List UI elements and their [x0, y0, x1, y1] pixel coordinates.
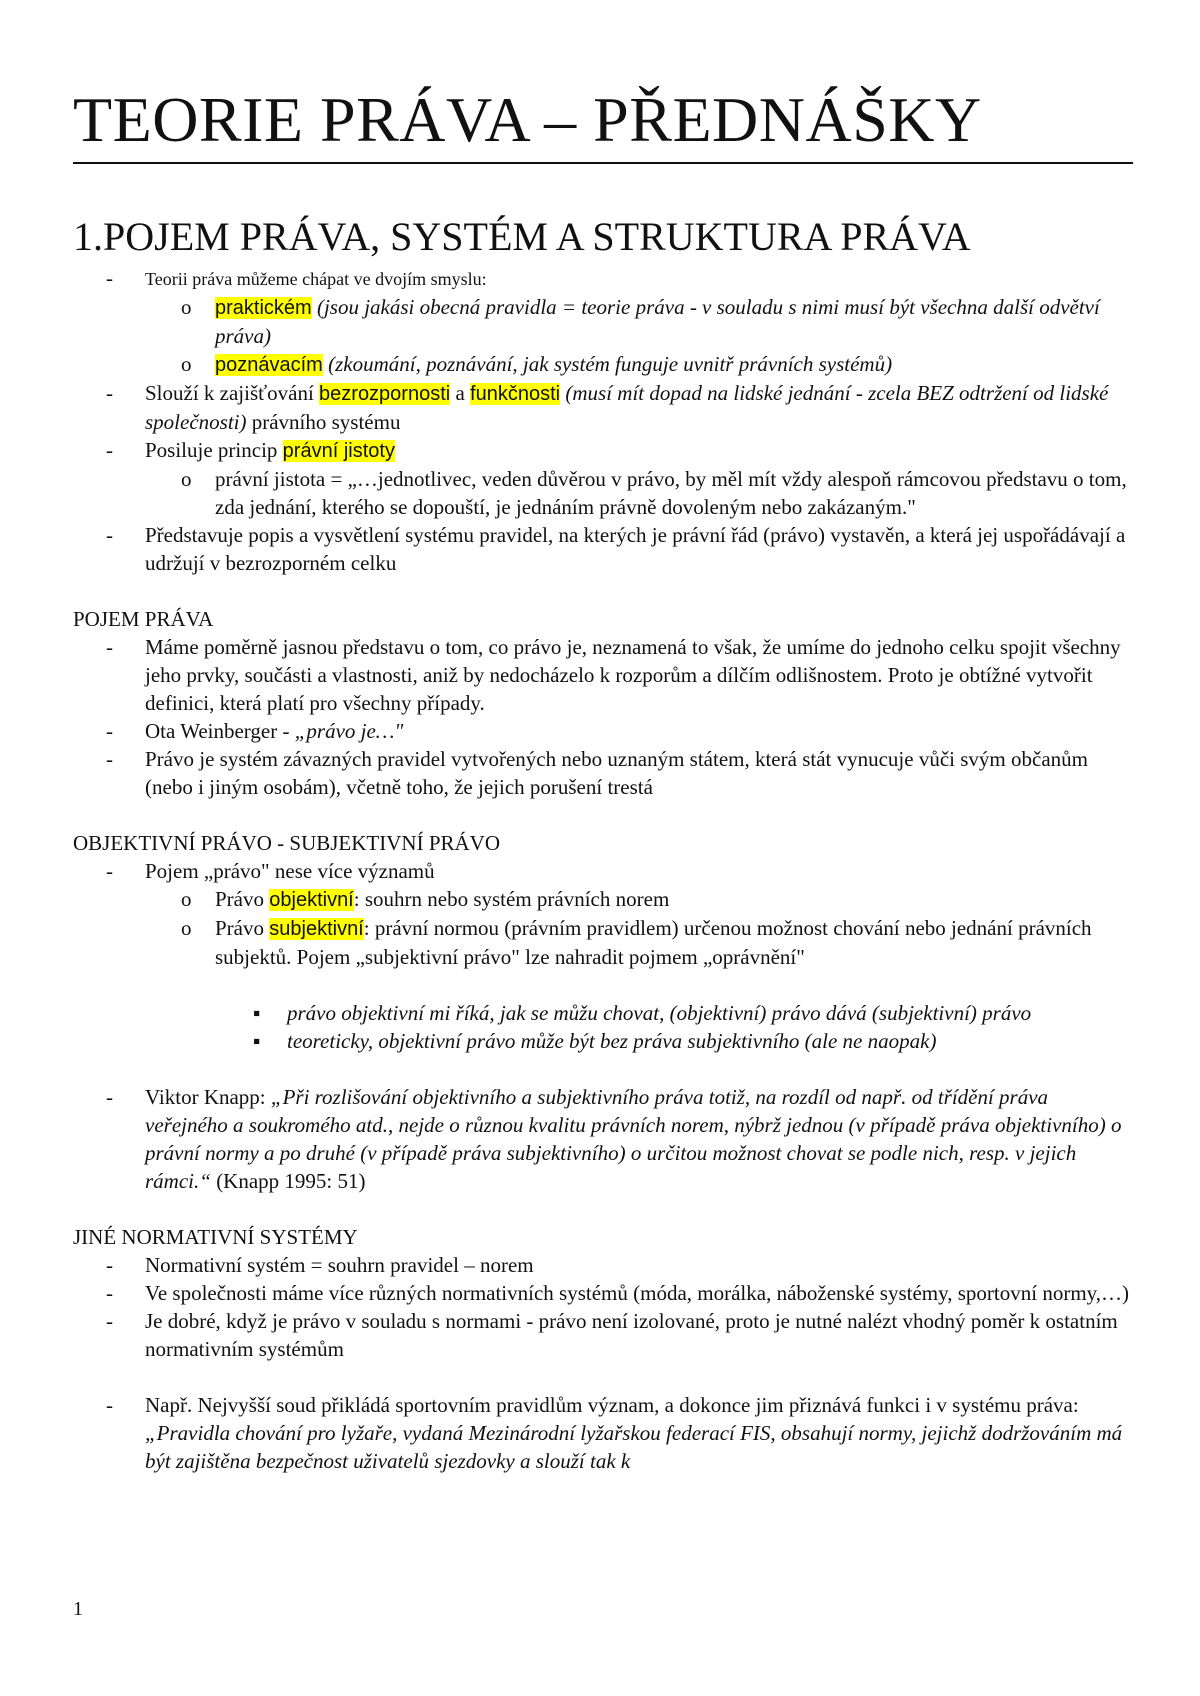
list-item — [145, 885, 1133, 914]
item-text: Právo — [215, 887, 270, 911]
pojem-list — [73, 633, 1133, 801]
item-text: Posiluje princip — [145, 438, 283, 462]
highlight: praktickém — [215, 297, 312, 319]
list-item: ▪ právo objektivní mi říká, jak se můžu chovat, (objektivní) právo dává (subjektivní) právo — [215, 999, 1133, 1027]
list-item — [73, 436, 1133, 521]
objektivni-list — [73, 857, 1133, 1195]
item-text: právního systému — [246, 410, 401, 434]
highlight: objektivní — [269, 889, 354, 911]
list-item — [73, 379, 1133, 436]
quote-text: „Při rozlišování objektivního a subjektivního práva totiž, na rozdíl od např. od třídění práva veřejného a soukromého atd., nejde o různou kvalitu právních norem, nýbrž jednou (v případě práva objektivního) o právní normy a po druhé (v případě práva subjektivního) o určitou možnost chovat se podle nich, resp. v jejich rámci.“ — [145, 1085, 1122, 1193]
quote-text: „Pravidla chování pro lyžaře, vydaná Mezinárodní lyžařskou federací FIS, obsahují normy, jejichž dodržováním má být zajištěna bezpečnost uživatelů sjezdovky a slouží tak k — [145, 1421, 1123, 1473]
highlight: poznávacím — [215, 354, 323, 376]
section-heading: POJEM PRÁVA — [73, 607, 214, 631]
list-item: - Máme poměrně jasnou představu o tom, co právo je, neznamená to však, že umíme do jednoho celku spojit všechny jeho prvky, součásti a vlastnosti, aniž by nedocházelo k rozporům a dílčím odlišnostem. Proto je obtížné vytvořit definici, která platí pro všechny případy. — [73, 633, 1133, 717]
document-title: TEORIE PRÁVA – PŘEDNÁŠKY — [73, 80, 1133, 164]
sub-list — [145, 465, 1133, 521]
list-item: - Je dobré, když je právo v souladu s normami - právo není izolované, proto je nutné nalézt vhodný poměr k ostatním normativním systémům — [73, 1307, 1133, 1363]
intro-item-text: Teorii práva můžeme chápat ve dvojím smyslu: — [145, 269, 487, 289]
highlight: bezrozpornosti — [319, 383, 451, 405]
list-item — [73, 717, 1133, 745]
sub-list — [145, 293, 1133, 379]
item-text: Viktor Knapp: — [145, 1085, 271, 1109]
section-heading: OBJEKTIVNÍ PRÁVO - SUBJEKTIVNÍ PRÁVO — [73, 831, 501, 855]
citation-text: (Knapp 1995: 51) — [210, 1169, 366, 1193]
section-heading: JINÉ NORMATIVNÍ SYSTÉMY — [73, 1225, 358, 1249]
bullet-list — [215, 999, 1133, 1055]
list-item: - Normativní systém = souhrn pravidel – norem — [73, 1251, 1133, 1279]
item-text: Ota Weinberger - — [145, 719, 295, 743]
document-page — [73, 80, 1133, 1475]
list-item — [73, 1391, 1133, 1475]
highlight: právní jistoty — [282, 440, 395, 462]
list-item — [73, 1083, 1133, 1195]
item-text: : právní normou (právním pravidlem) určenou možnost chování nebo jednání právních subjektů. Pojem „subjektivní právo" lze nahradit pojmem „oprávnění" — [215, 916, 1092, 969]
item-text-italic: (musí mít dopad na lidské jednání - zcela BEZ odtržení od lidské společnosti) — [145, 381, 1109, 434]
list-item: o právní jistota = „…jednotlivec, veden důvěrou v právo, by měl mít vždy alespoň rámcovou představu o tom, zda jednání, kterého se dopouští, je jednáním právně dovoleným nebo zakázaným." — [145, 465, 1133, 521]
sub-item-text: (zkoumání, poznávání, jak systém funguje uvnitř právních systémů) — [322, 352, 893, 376]
list-item: - Ve společnosti máme více různých normativních systémů (móda, morálka, náboženské systémy, sportovní normy,…) — [73, 1279, 1133, 1307]
page-number: 1 — [73, 1598, 83, 1620]
list-item: - Představuje popis a vysvětlení systému pravidel, na kterých je právní řád (právo) vystavěn, a která jej uspořádávají a udržují v bezrozporném celku — [73, 521, 1133, 577]
item-text: : souhrn nebo systém právních norem — [353, 887, 670, 911]
item-text: Právo — [215, 916, 270, 940]
sub-list — [145, 885, 1133, 1055]
item-text: a — [450, 381, 471, 405]
highlight: subjektivní — [269, 918, 364, 940]
sub-item-text: (jsou jakási obecná pravidla = teorie práva - v souladu s nimi musí být všechna další odvětví práva) — [215, 295, 1100, 348]
item-text: Pojem „právo" nese více významů — [145, 859, 435, 883]
chapter-heading: 1.POJEM PRÁVA, SYSTÉM A STRUKTURA PRÁVA — [73, 214, 971, 259]
list-item — [73, 264, 1133, 379]
list-item — [145, 350, 1133, 379]
intro-list — [73, 264, 1133, 577]
list-item: - Právo je systém závazných pravidel vytvořených nebo uznaným státem, která stát vynucuje vůči svým občanům (nebo i jiným osobám), včetně toho, že jejich porušení trestá — [73, 745, 1133, 801]
item-text: Např. Nejvyšší soud přikládá sportovním pravidlům význam, a dokonce jim přiznává funkci i v systému práva: — [145, 1393, 1079, 1417]
highlight: funkčnosti — [470, 383, 561, 405]
item-text: Slouží k zajišťování — [145, 381, 320, 405]
list-item — [145, 293, 1133, 350]
item-text-italic: „právo je…" — [294, 719, 404, 743]
list-item: ▪ teoreticky, objektivní právo může být bez práva subjektivního (ale ne naopak) — [215, 1027, 1133, 1055]
jine-list — [73, 1251, 1133, 1475]
list-item — [73, 857, 1133, 1055]
list-item — [145, 914, 1133, 1055]
